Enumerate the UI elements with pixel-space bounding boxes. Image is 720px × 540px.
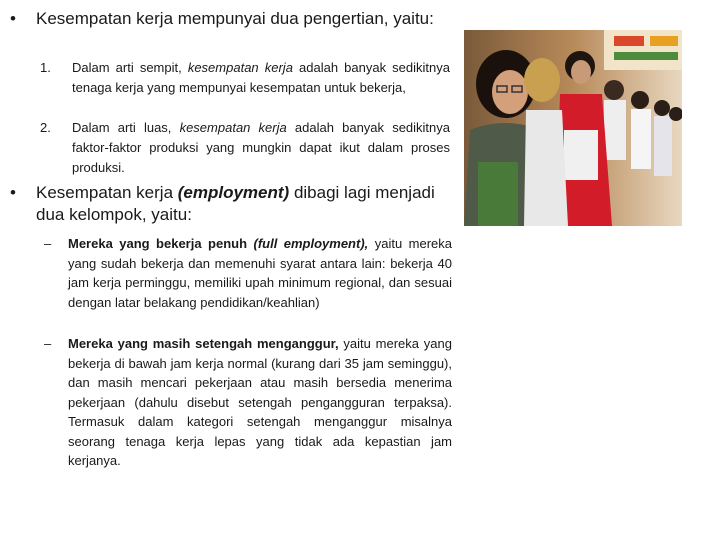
- banner-strip: [614, 36, 644, 46]
- job-seekers-photo: [464, 30, 682, 226]
- list-number: 1.: [40, 60, 51, 75]
- group-item-full-employment: [44, 234, 452, 312]
- text-run-italic: kesempatan kerja: [179, 120, 287, 135]
- group-text: [68, 234, 452, 312]
- list-number: 2.: [40, 120, 51, 135]
- text-run-italic: kesempatan kerja: [187, 60, 293, 75]
- group-item-underemployment: [44, 334, 452, 471]
- text-run: Dalam arti sempit,: [72, 60, 188, 75]
- bullet-employment-definition: [10, 8, 450, 30]
- text-run: adalah banyak sedikitnya faktor-faktor produksi yang mungkin dapat ikut dalam proses produksi.: [72, 120, 450, 175]
- bullet-text: [36, 8, 450, 30]
- text-run: dibagi lagi menjadi dua kelompok, yaitu:: [36, 183, 435, 224]
- text-run-bold: Mereka yang bekerja penuh: [68, 236, 254, 251]
- definition-text: [72, 118, 450, 178]
- text-run: yaitu mereka yang bekerja di bawah jam kerja normal (kurang dari 35 jam seminggu), dan masih mencari pekerjaan atau masih bersedia menerima pekerjaan (dahulu disebut setengah pengangguran terpaksa). Termasuk dalam kategori setengah menganggur misalnya seorang tenaga kerja lepas yang tidak ada kepastian jam kerjanya.: [68, 336, 452, 468]
- group-text: [68, 334, 452, 471]
- text-run: Kesempatan kerja: [36, 183, 178, 202]
- photo-illustration: [464, 30, 682, 226]
- text-run-bold: Mereka yang masih setengah menganggur,: [68, 336, 339, 351]
- definition-item-broad: [40, 118, 450, 178]
- text-run: yaitu mereka yang sudah bekerja dan memenuhi syarat antara lain: bekerja 40 jam kerja perminggu, memiliki upah minimum regional, dan sesuai dengan latar belakang pendidikan/keahlian): [68, 236, 452, 310]
- dash-glyph: –: [44, 236, 52, 251]
- text-run-bold-italic: (employment): [177, 183, 290, 202]
- bullet-glyph: •: [10, 183, 16, 202]
- dash-glyph: –: [44, 336, 52, 351]
- text-run: adalah banyak sedikitnya tenaga kerja yang mempunyai kesempatan untuk bekerja,: [72, 60, 450, 95]
- banner-strip: [614, 52, 678, 60]
- banner-strip: [650, 36, 678, 46]
- definition-text: [72, 58, 450, 98]
- bullet-glyph: •: [10, 9, 16, 28]
- definition-item-narrow: [40, 58, 450, 98]
- text-run-bold-italic: (full employment),: [253, 236, 369, 251]
- bullet-text: [36, 182, 450, 226]
- bullet-employment-groups: [10, 182, 450, 226]
- text-run: Dalam arti luas,: [72, 120, 180, 135]
- text-run: Kesempatan kerja mempunyai dua pengertian, yaitu:: [36, 9, 434, 28]
